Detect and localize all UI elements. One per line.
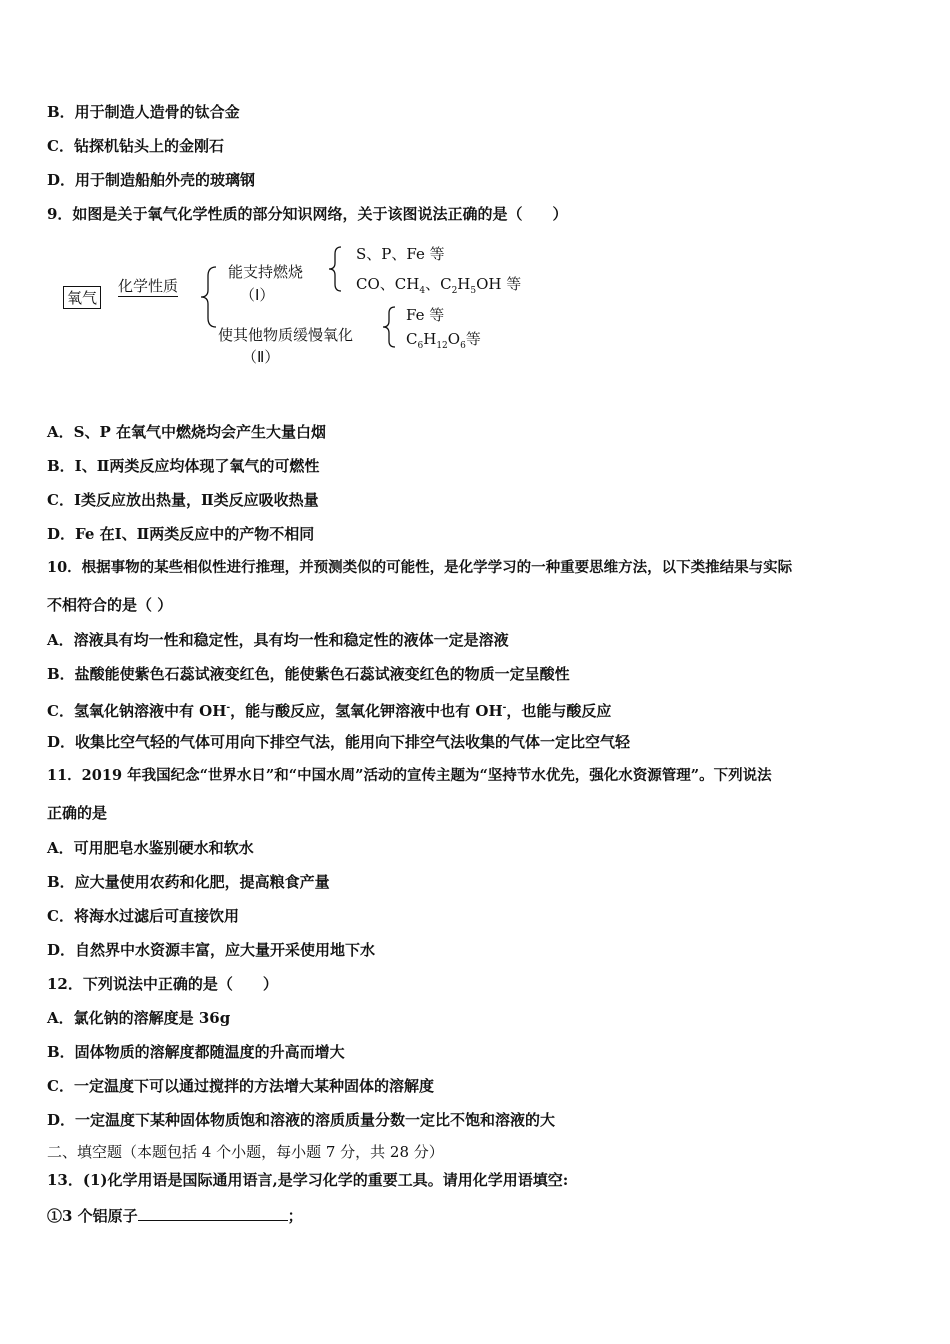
diagram-brace-slow	[382, 306, 398, 348]
q9-option-d: D．Fe 在Ⅰ、Ⅱ两类反应中的产物不相同	[47, 525, 315, 543]
q10-stem-line2: 不相符合的是（ ）	[47, 596, 173, 614]
q10-option-a: A．溶液具有均一性和稳定性，具有均一性和稳定性的液体一定是溶液	[47, 631, 509, 649]
q12-option-d: D．一定温度下某种固体物质饱和溶液的溶质质量分数一定比不饱和溶液的大	[47, 1111, 556, 1129]
q8-option-d: D．用于制造船舶外壳的玻璃钢	[47, 171, 256, 189]
q11-option-c: C．将海水过滤后可直接饮用	[47, 907, 239, 925]
diagram-type2: （Ⅱ）	[242, 348, 280, 366]
q13-stem: 13．(1)化学用语是国际通用语言,是学习化学的重要工具。请用化学用语填空:	[47, 1171, 569, 1189]
q12-option-b: B．固体物质的溶解度都随温度的升高而增大	[47, 1043, 345, 1061]
q10-option-c: C．氢氧化钠溶液中有 OH-，能与酸反应，氢氧化钾溶液中也有 OH-，也能与酸反应	[47, 702, 612, 720]
q8-option-b: B．用于制造人造骨的钛合金	[47, 103, 240, 121]
q13-item-1-blank[interactable]	[138, 1206, 288, 1221]
diagram-burn-example-2: CO、$CH_4$、$C_2H_5OH$ 等	[356, 275, 522, 296]
q11-stem-line2: 正确的是	[47, 804, 108, 822]
q12-option-a: A．氯化钠的溶解度是 36g	[47, 1009, 231, 1027]
q9-stem: 9．如图是关于氧气化学性质的部分知识网络，关于该图说法正确的是（ ）	[47, 205, 568, 223]
q9-option-a: A．S、P 在氧气中燃烧均会产生大量白烟	[47, 423, 326, 441]
q9-option-c: C．Ⅰ类反应放出热量，Ⅱ类反应吸收热量	[47, 491, 319, 509]
section-2-title: 二、填空题（本题包括 4 个小题，每小题 7 分，共 28 分）	[47, 1143, 444, 1161]
q11-option-a: A．可用肥皂水鉴别硬水和软水	[47, 839, 254, 857]
diagram-burn-example-1: S、P、Fe 等	[356, 245, 445, 263]
q10-stem-line1: 10．根据事物的某些相似性进行推理，并预测类似的可能性，是化学学习的一种重要思维方法，以下类推结果与实际	[47, 559, 793, 576]
q9-option-b: B．Ⅰ、Ⅱ两类反应均体现了氧气的可燃性	[47, 457, 320, 475]
diagram-slow-example-1: Fe 等	[406, 306, 445, 324]
diagram-brace-main	[200, 266, 220, 328]
diagram-slow-example-2: $C_6H_{12}O_6$等	[406, 330, 481, 351]
diagram-support-burn: 能支持燃烧	[228, 263, 304, 281]
diagram-oxygen: 氧气	[63, 286, 101, 309]
q11-option-d: D．自然界中水资源丰富，应大量开采使用地下水	[47, 941, 376, 959]
q8-option-c: C．钻探机钻头上的金刚石	[47, 137, 224, 155]
q10-option-b: B．盐酸能使紫色石蕊试液变红色，能使紫色石蕊试液变红色的物质一定呈酸性	[47, 665, 570, 683]
diagram-type1: （Ⅰ）	[240, 286, 275, 304]
q13-item-1: ①3 个铝原子 ；	[47, 1207, 303, 1225]
diagram-chem-prop: 化学性质	[118, 277, 179, 295]
oxygen-knowledge-diagram	[60, 238, 540, 368]
q12-option-c: C．一定温度下可以通过搅拌的方法增大某种固体的溶解度	[47, 1077, 434, 1095]
q11-option-b: B．应大量使用农药和化肥，提高粮食产量	[47, 873, 330, 891]
diagram-slow-oxidize: 使其他物质缓慢氧化	[218, 326, 354, 344]
q11-stem-line1: 11．2019 年我国纪念“世界水日”和“中国水周”活动的宣传主题为“坚持节水优先，强化水资源管理”。下列说法	[47, 767, 772, 784]
q10-option-d: D．收集比空气轻的气体可用向下排空气法，能用向下排空气法收集的气体一定比空气轻	[47, 733, 631, 751]
q12-stem: 12．下列说法中正确的是（ ）	[47, 975, 278, 993]
diagram-brace-burn	[328, 246, 344, 292]
